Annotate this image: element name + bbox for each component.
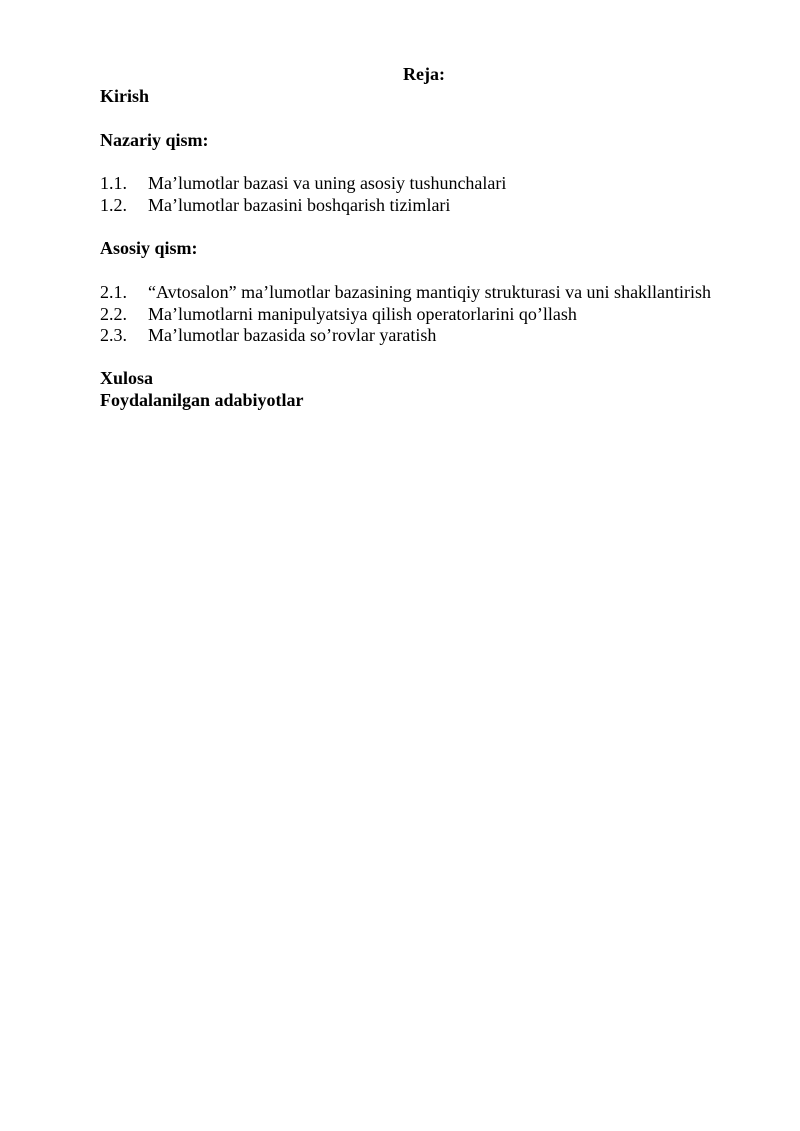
list-item	[100, 171, 506, 195]
item-text: Ma’lumotlar bazasida so’rovlar yaratish	[148, 325, 437, 345]
list-item	[100, 323, 436, 347]
item-text: “Avtosalon” ma’lumotlar bazasining mantiqiy strukturasi va uni shakllantirish	[148, 282, 712, 302]
item-text: Ma’lumotlarni manipulyatsiya qilish operatorlarini qo’llash	[148, 304, 577, 324]
item-text: Ma’lumotlar bazasini boshqarish tizimlari	[148, 195, 451, 215]
item-number: 1.2.	[100, 195, 127, 215]
list-item	[100, 193, 450, 217]
item-text: Ma’lumotlar bazasi va uning asosiy tushunchalari	[148, 173, 507, 193]
item-number: 1.1.	[100, 173, 127, 193]
item-number: 2.1.	[100, 282, 127, 302]
main-heading: Asosiy qism:	[100, 238, 198, 258]
item-number: 2.2.	[100, 304, 127, 324]
conclusion-heading: Xulosa	[100, 368, 154, 388]
theory-heading: Nazariy qism:	[100, 130, 209, 150]
intro-heading: Kirish	[100, 86, 150, 106]
item-number: 2.3.	[100, 325, 127, 345]
list-item	[100, 280, 711, 304]
references-heading: Foydalanilgan adabiyotlar	[100, 390, 304, 410]
plan-title: Reja:	[403, 64, 445, 84]
